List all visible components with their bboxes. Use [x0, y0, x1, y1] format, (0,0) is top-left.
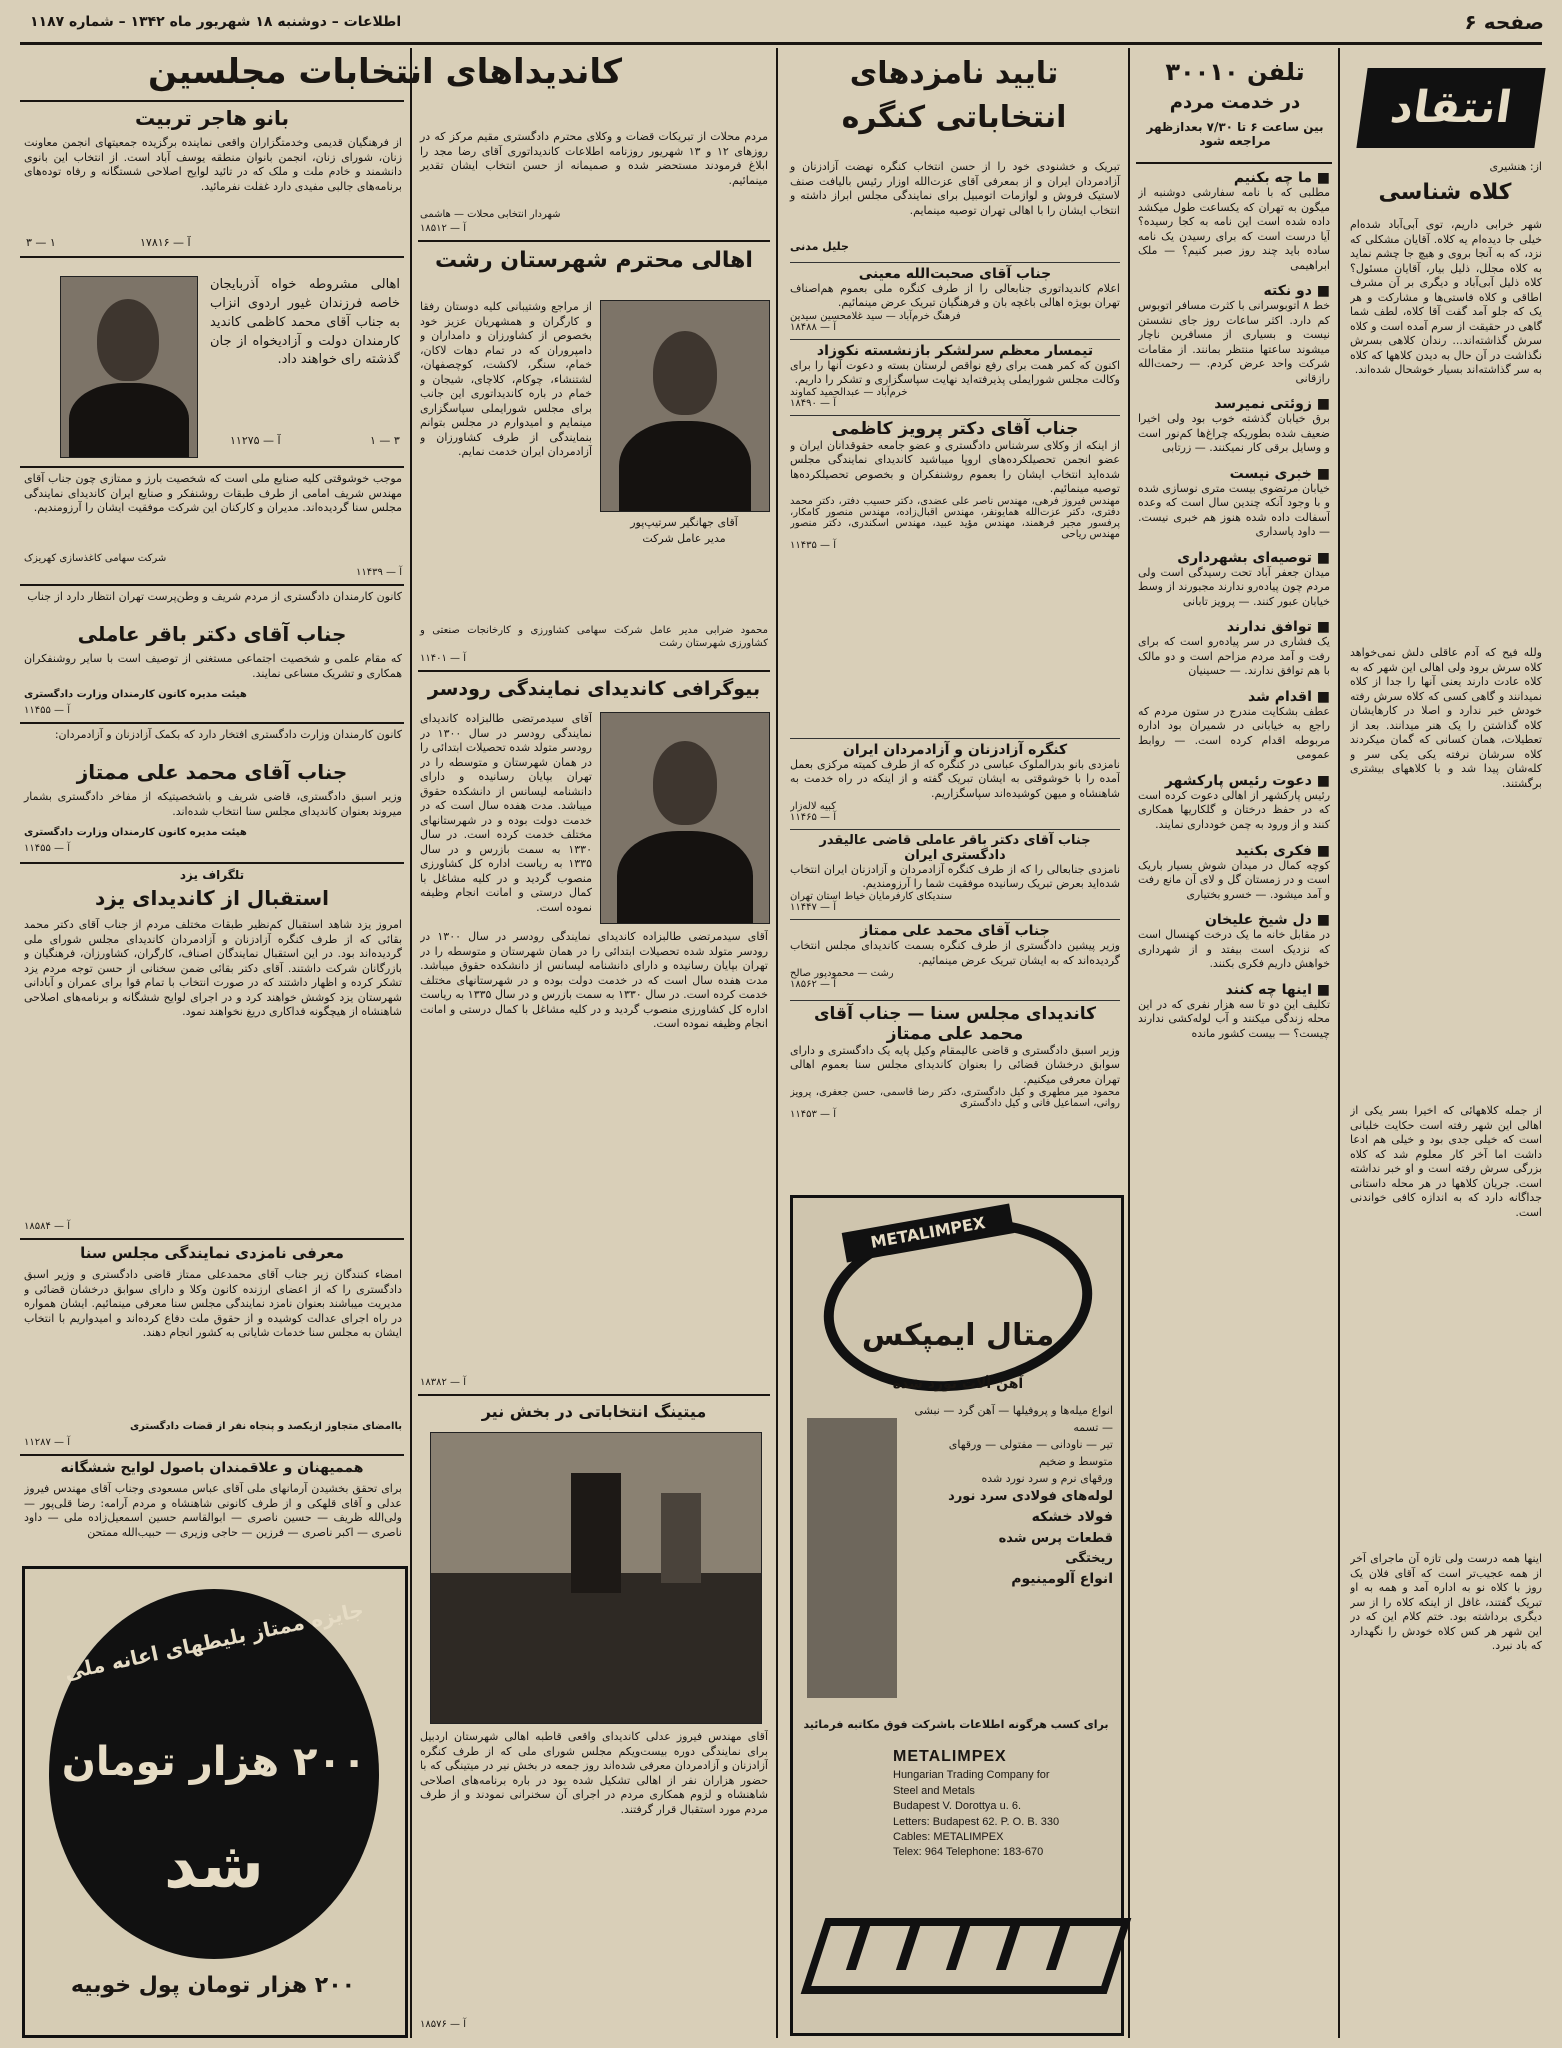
momtaz-body: وزیر اسبق دادگستری، قاضی شریف و باشخصیتیکه از مفاخر دادگستری بشمار میروند بعنوان کاندیدای مجلس سنا انتخاب شده‌اند.	[24, 790, 402, 818]
ameli-title: جناب آقای دکتر باقر عاملی	[77, 622, 347, 646]
metalimpex-stylized-logo	[813, 1888, 1103, 2008]
hajar-body: از فرهنگیان قدیمی وخدمتگزاران واقعی نماینده برگزیده جمعیتهای انجمن معاونت زنان، شورای زنان، انجمن بانوان منطقه یوسف آباد است. از انتخاب این بانوی دانشمند و خادم ملت و ملک که در تائید لوایح اصلاحی شستگانه و رفاه توده‌های برنامه‌های جالبی مفیدی دارد غفلت نفرمائید.	[24, 136, 402, 193]
hajar-title: بانو هاجر تربیت	[134, 106, 290, 130]
yazd-ref: آ — ۱۸۵۸۴	[24, 1221, 70, 1232]
roudsar-candidate-photo	[600, 712, 770, 924]
rule	[418, 1394, 770, 1396]
roudsar-body-b: آقای سیدمرتضی طالبزاده کاندیدای نمایندگی رودسر در سال ۱۳۰۰ در رودسر متولد شده تحصیلات ابتدائی را در همان شهرستان و متوسطه را در تهران بپایان رسانیده و دارای دانشنامه لیسانس از دانشکده حقوق میباشد. مدت هفده سال است که در خدمت دولت بوده و در شهرستانهای مختلف خدمت کرده است. در سال ۱۳۳۰ به سمت بازرس و در سال ۱۳۳۵ به ریاست اداره کل کشاورزی منصوب گردید و در کلیه مشاغل با کمال درستی و امانت انجام وظیفه نموده است.	[420, 930, 768, 1031]
sidebar-item-title: دل شیخ علیخان	[1204, 912, 1312, 929]
column-rule	[410, 48, 412, 2038]
page-label: صفحه ۶	[1464, 10, 1544, 34]
issue-line: اطلاعات – دوشنبه ۱۸ شهریور ماه ۱۳۴۲ – شماره ۱۱۸۷	[30, 14, 402, 30]
sidebar-item: ■ زوئتی نمیرسد برق خیابان گذشته خوب بود ولی اخیرا ضعیف شده بطوریکه چراغ‌ها کم‌نور است و وسایل برقی کار نمیکنند. — زرتابی	[1138, 396, 1330, 455]
sidebar-item-body: میدان جعفر آباد تحت رسیدگی است ولی مردم چون پیاده‌رو ندارند مجبورند از وسط خیابان عبور کنند. — پرویز تابانی	[1138, 565, 1330, 608]
roudsar-ref: آ — ۱۸۳۸۲	[420, 1377, 466, 1388]
rule	[20, 862, 404, 864]
kazemi-photo	[60, 276, 198, 458]
sidebar-item-title: اقدام شد	[1248, 688, 1312, 705]
section-ref: آ — ۱۸۴۸۸	[790, 321, 836, 333]
critique-body-mid: ولله فیح که آدم عاقلی دلش نمی‌خواهد کلاه سرش برود ولی اهالی این شهر که به کلاه عادت دارند یعنی آنها را جدا از کلاه نمیدانند و گاهی کسی که کلاه سرش رفته خودش خبر ندارد و اصلا در کارهایشان کلاه گذاشتن را یک هنر میدانند. بعد از تعطیلات، همان کسانی که گمان میکردند کلاه سرشان نرفته یکی یکی سر و کله‌شان پیدا شد و با کلاههای بیشتری برگشتند.	[1350, 646, 1542, 790]
company-name: METALIMPEX	[893, 1748, 1007, 1765]
hajar-ref: آ — ۱۷۸۱۶	[140, 236, 191, 249]
kazemi-ref-b: ۳ — ۱	[370, 434, 400, 447]
rasht-candidate-photo	[600, 300, 770, 512]
section-ref: آ — ۱۱۴۴۷	[790, 902, 836, 914]
entegad-logo: انتقاد	[1356, 68, 1545, 148]
metalimpex-ad	[790, 1195, 1124, 2036]
sidebar-item-body: خط ۸ اتوبوسرانی با کثرت مسافر اتوبوس کم دارد. اکثر ساعات روز جای نشستن نیست و بسیاری از مسافرین ناچار میشوند ساعتها منتظر بمانند. از مقامات شرکت واحد عرض کردم. — رحمت‌الله رازقانی	[1138, 299, 1330, 385]
rasht-caption-1: آقای جهانگیر سرتیپ‌پور	[630, 516, 738, 529]
column-rule	[1128, 48, 1130, 2038]
rasht-sign: محمود ضرابی مدیر عامل شرکت سهامی کشاورزی و کارخانجات صنعتی و کشاورزی شهرستان رشت	[420, 625, 768, 650]
sidebar-item-title: خبری نیست	[1229, 465, 1312, 482]
column-rule	[1338, 48, 1340, 2038]
congress-title-2: انتخاباتی کنگره	[841, 100, 1067, 135]
section-title: کاندیدای مجلس سنا — جناب آقای محمد علی ممتاز	[813, 1004, 1097, 1044]
ameli-sign: هیئت مدیره کانون کارمندان وزارت دادگستری	[24, 689, 247, 700]
section-ref: آ — ۱۸۴۹۰	[790, 398, 836, 410]
congress-senate-box	[790, 1000, 1120, 1190]
section-title: جناب آقای دکتر پرویز کاظمی	[831, 419, 1079, 440]
left-main-title: کاندیداهای انتخابات مجلسین	[148, 52, 622, 92]
yazd-title: استقبال از کاندیدای یزد	[94, 886, 330, 910]
sidebar-rule	[1136, 162, 1332, 164]
meeting-ref: آ — ۱۸۵۷۶	[420, 2019, 466, 2030]
sidebar-item: ■ توصیه‌ای بشهرداری میدان جعفر آباد تحت رسیدگی است ولی مردم چون پیاده‌رو ندارند مجبورند از وسط خیابان عبور کنند. — پرویز تابانی	[1138, 549, 1330, 608]
building-graphic	[807, 1418, 897, 1698]
critique-body-bottom: اینها همه درست ولی تازه آن ماجرای آخر از همه عجیب‌تر است که آقای فلان یک روز با کلاه نو به اداره آمد و همه به او تبریک گفتند، غافل از اینکه کلاه را از سر دیگری برداشته بود. ختم کلام این که در این شهر هر کس کلاه خودش را نگهدارد که باد نبرد.	[1350, 1552, 1542, 1653]
section-ref: آ — ۱۱۴۶۵	[790, 811, 836, 823]
sidebar-item-body: رئیس پارکشهر از اهالی دعوت کرده است که در حفظ درختان و گلکاریها همکاری کنند و از ورود به چمن خودداری نمایند.	[1138, 788, 1330, 831]
rasht-caption-2: مدیر عامل شرکت	[642, 532, 726, 545]
metalimpex-badge: METALIMPEX	[842, 1203, 1015, 1262]
momtaz-ref: آ — ۱۱۴۵۵	[24, 843, 70, 854]
congress-intro: تبریک و خشنودی خود را از حسن انتخاب کنگره نهضت آزادزنان و آزادمردان ایران و از بمعرفی آقای عزت‌الله اوزار رئیس بالیافت صنف لاستیک فروش و لوازمات اتومبیل برای نمایندگی مجلس ابراز داشته و انتخاب ایشان را با اهالی تهران توصیه مینمایم.	[790, 160, 1120, 217]
sidebar-item: ■ اینها چه کنند تکلیف این دو تا سه هزار نفری که در این محله زندگی میکنند و آب لوله‌کشی ندارند چیست؟ — بیست کشور مانده	[1138, 981, 1330, 1040]
sidebar-item: ■ ما چه بکنیم مطلبی که با نامه سفارشی دوشنبه از میگون به تهران که یکساعت طول میکشد داده شده است این نامه به کجا رسیده؟ آیا درست است که برای رسیدن یک نامه ساده باید چند روز صبر کنیم؟ — ملک ابراهیمی	[1138, 170, 1330, 272]
section-sign: خرم‌آباد — عبدالحمید کماوند	[790, 387, 908, 399]
sidebar-item: ■ اقدام شد عطف بشکایت مندرج در ستون مردم که راجع به خیابانی در شمیران بود اداره مربوطه اقدام کرده است. — روابط عمومی	[1138, 688, 1330, 762]
rule	[20, 466, 404, 468]
meeting-crowd-photo	[430, 1432, 762, 1724]
company-desc: Hungarian Trading Company for	[893, 1769, 1050, 1782]
section-sign: سندیکای کارفرمایان خیاط استان تهران	[790, 891, 953, 903]
section-title: تیمسار معظم سرلشکر بازنشسته نکوزاد	[816, 342, 1094, 359]
kahrizak-ref: آ — ۱۱۴۳۹	[356, 567, 402, 578]
section-title: جناب آقای صحبت‌الله معینی	[858, 266, 1052, 282]
rule	[20, 1238, 404, 1240]
sidebar-item-title: اینها چه کنند	[1225, 981, 1312, 998]
section-body: نامزدی بانو بدرالملوک عباسی در کنگره که از طرف کمیته مرکزی بعمل آمده را با خوشوقتی به ایشان تبریک گفته و از اینکه در راه خدمت به شاهنشاه و میهن کوشیده‌اند سپاسگزاریم.	[790, 758, 1120, 800]
sidebar-item-title: توافق ندارند	[1226, 619, 1312, 636]
rule	[20, 584, 404, 586]
sidebar-item: ■ دعوت رئیس پارکشهر رئیس پارکشهر از اهالی دعوت کرده است که در حفظ درختان و گلکاریها همکاری کنند و از ورود به چمن خودداری نمایند.	[1138, 772, 1330, 831]
lottery-amount: ۲۰۰ هزار تومان	[61, 1739, 367, 1785]
congress-section	[790, 262, 1120, 333]
sidebar-item: ■ دو نکته خط ۸ اتوبوسرانی با کثرت مسافر اتوبوس کم دارد. اکثر ساعات روز جای نشستن نیست و بسیاری از مسافرین ناچار میشوند ساعتها منتظر بمانند. از مقامات شرکت واحد عرض کردم. — رحمت‌الله رازقانی	[1138, 283, 1330, 385]
company-cables: Cables: METALIMPEX	[893, 1830, 1004, 1843]
yazd-kicker: تلگراف یزد	[179, 868, 245, 882]
mahallat-intro: مردم محلات از تبریکات قضات و وکلای محترم دادگستری مقیم مرکز که در روزهای ۱۲ و ۱۳ شهریور روزنامه اطلاعات کاندیداتوری آقای رضا مجد را ابلاغ فرمودند مستحضر شده و صمیمانه از حسن انتخاب ایشان تقدیر مینمائیم.	[420, 130, 768, 187]
company-address: Budapest V. Dorottya u. 6.	[893, 1800, 1022, 1813]
sidebar-item: ■ خبری نیست خیابان مرتضوی بیست متری نوسازی شده و با وجود آنکه چندین سال است که وعده آسفالت داده شده هنوز هم خبری نیست. — داود پاسداری	[1138, 465, 1330, 539]
sidebar-item-body: یک فشاری در سر پیاده‌رو است که برای رفت و آمد مردم مزاحم است و دو مالک با هم توافق ندارند. — حسینیان	[1138, 635, 1330, 678]
kazemi-body: اهالی مشروطه خواه آذربایجان خاصه فرزندان غیور اردوی انزاب به جناب آقای محمد کاظمی کاندید کارمندان دولت و آزادیخواه از جان گذشته رای خواهند داد.	[210, 277, 400, 368]
sidebar-item-title: دعوت رئیس پارکشهر	[1164, 772, 1312, 789]
section-title: جناب آقای محمد علی ممتاز	[860, 923, 1050, 940]
rasht-body: از مراجع وشتیبانی کلیه دوستان رفقا و کارگران و همشهریان عزیز خود بخصوص از کشاورزان و دامداران و دامپروران که در تمام دهات لاکان، خمام، سنگر، لاکشت، کوچصفهان، لشتنشاء، چوکام، کلاچای، شیجان و خمام در باره کاندیداتوری این جانب برای مجلس شورایملی سپاسگزاری مینمایم و امیدوارم در مجلس بتوانم بنمایندگی از طرف کشاورزان و آزادمردان ایران خدمت نمایم.	[420, 300, 592, 459]
sidebar-item-body: خیابان مرتضوی بیست متری نوسازی شده و با وجود آنکه چندین سال است که وعده آسفالت داده شده هنوز هم خبری نیست. — داود پاسداری	[1138, 481, 1330, 539]
sidebar-list	[1138, 170, 1330, 2030]
congress-sections	[790, 262, 1120, 732]
sidebar-item-body: در مقابل خانه ما یک درخت کهنسال است که نزدیک است بیفتد و از شهرداری خواهش داریم فکری بکنند.	[1138, 928, 1330, 971]
sidebar-item-title: ما چه بکنیم	[1233, 170, 1312, 186]
section-body: وزیر اسبق دادگستری و قاضی عالیمقام وکیل پایه یک دادگستری و دارای سوابق درخشان قضائی را بعنوان کاندیدای مجلس سنا بعموم اهالی تهران معرفی میکنیم.	[790, 1044, 1120, 1086]
rule	[20, 1454, 404, 1456]
meeting-body: آقای مهندس فیروز عدلی کاندیدای واقعی قاطبه اهالی شهرستان اردبیل برای نمایندگی دوره بیست‌ویکم مجلس شورای ملی که از طرف کنگره آزادزنان و آزادمردان معرفی شده‌اند روز جمعه در بخش نیر در میتینگی که با حضور هزاران نفر از اهالی تشکیل شده بود در باره برنامه‌های اصلاحی شاهنشاه و لزوم همکاری مردم در اجرای آن سخنرانی نمودند و از طرف مردم مورد استقبال قرار گرفتند.	[420, 1730, 768, 1816]
congress-section	[790, 919, 1120, 990]
section-body: نامزدی جنابعالی را که از طرف کنگره آزادمردان و آزادزنان ایران انتخاب شده‌اید بعرض تبریک رسانیده موفقیت شما را آرزومندیم.	[790, 862, 1120, 891]
sidebar-item-title: زوئتی نمیرسد	[1214, 396, 1312, 413]
product-line: ورقهای نرم و سرد نورد شده	[981, 1472, 1113, 1486]
sidebar-item: ■ فکری بکنید کوچه کمال در میدان شوش بسیار باریک است و در زمستان گل و لای آن مانع رفت و آمد میشود. — خسرو بختیاری	[1138, 842, 1330, 901]
product-line: قطعات پرس شده	[998, 1531, 1113, 1547]
congress-section	[790, 415, 1120, 551]
product-line: ریختگی	[1065, 1551, 1113, 1567]
section-sign: کبیه لاله‌زار	[790, 800, 836, 812]
kahrizak-body: موجب خوشوقتی کلیه صنایع ملی است که شخصیت بارز و ممتازی چون جناب آقای مهندس شریف امامی از طرف طبقات روشنفکر و صنایع ایران کاندیدای نمایندگی مجلس سنا گردیده‌اند. مدیران و کارکنان این شرکت موفقیت ایشان را آرزومندیم.	[24, 472, 402, 515]
momtaz-title: جناب آقای محمد علی ممتاز	[76, 760, 348, 784]
sidebar-item-body: کوچه کمال در میدان شوش بسیار باریک است و در زمستان گل و لای آن مانع رفت و آمد میشود. — خسرو بختیاری	[1138, 858, 1330, 901]
rasht-title: اهالی محترم شهرستان رشت	[435, 248, 753, 273]
congress-section	[790, 829, 1120, 914]
phone-title: تلفن ۳۰۰۱۰	[1165, 58, 1305, 86]
company-telex: Telex: 964 Telephone: 183-670	[893, 1846, 1044, 1859]
sidebar-item-body: برق خیابان گذشته خوب بود ولی اخیرا ضعیف شده بطوریکه چراغ‌ها کم‌نور است و وسایل برقی کار نمیکنند. — زرتابی	[1138, 412, 1330, 455]
momtaz-intro: کانون کارمندان وزارت دادگستری افتخار دارد که بکمک آزادزنان و آزادمردان:	[54, 728, 402, 741]
congress-section	[790, 738, 1120, 823]
header-rule	[20, 42, 1542, 45]
ameli-intro: کانون کارمندان دادگستری از مردم شریف و وطن‌پرست تهران انتظار دارد از جناب	[27, 590, 402, 603]
rule	[20, 722, 404, 724]
lottery-ad	[22, 1566, 408, 2038]
hajar-ref-b: ۱ — ۳	[26, 236, 56, 249]
section-ref: آ — ۱۱۴۳۵	[790, 540, 836, 552]
yazd-body: امروز یزد شاهد استقبال کم‌نظیر طبقات مختلف مردم از جناب آقای دکتر محمد بقائی که از طرف کنگره آزادزنان و آزادمردان کاندیدای مجلس شورای ملی گردیده‌اند بود. در این استقبال نمایندگان اصناف، کارگران، کشاورزان، فرهنگیان و بازرگانان شرکت داشتند. آقای دکتر بقائی ضمن سخنانی از حسن توجه مردم یزد تشکر کرده و اظهار داشتند که در صورت انتخاب با تمام قوا برای عمران و آبادانی شهرستان یزد کوشش خواهند کرد و در اجرای لوایح ششگانه و برنامه‌های اصلاحی شاهنشاه از هیچگونه فداکاری دریغ نخواهند نمود.	[24, 918, 402, 1019]
product-line: لوله‌های فولادی سرد نورد	[948, 1489, 1113, 1505]
mahallat-ref: آ — ۱۸۵۱۲	[420, 223, 466, 234]
kahrizak-sign: شرکت سهامی کاغذسازی کهریزک	[24, 553, 167, 564]
metalimpex-footer-fa: برای کسب هرگونه اطلاعات باشرکت فوق مکاتبه فرمائید	[803, 1718, 1109, 1731]
section-sign: رشت — محمودپور صالح	[790, 968, 894, 980]
momtaz-sign: هیئت مدیره کانون کارمندان وزارت دادگستری	[24, 827, 247, 838]
sidebar-item-body: تکلیف این دو تا سه هزار نفری که در این محله زندگی میکنند و آب لوله‌کشی ندارند چیست؟ — بیست کشور مانده	[1138, 997, 1330, 1040]
critique-body-low: از جمله کلاههائی که اخیرا بسر یکی از اهالی این شهر رفته است حکایت خلبانی است که خیلی جدی بود و خیلی هم ادعا داشت اما آخر کار معلوم شد که کلاه بزرگی سرش رفته است و او خبر نداشته است. جریان کلاهها در هر محله داستانی جداگانه دارد که به اندازه کافی خواندنی است.	[1350, 1104, 1542, 1219]
section-ref: آ — ۱۱۴۵۳	[790, 1108, 836, 1120]
critique-title: کلاه شناسی	[1378, 180, 1512, 205]
mahallat-sign: شهردار انتخابی محلات — هاشمی	[420, 209, 561, 220]
sidebar-item-title: دو نکته	[1263, 283, 1312, 300]
congress-intro-sign: جلیل مدنی	[790, 240, 849, 253]
roudsar-title: بیوگرافی کاندیدای نمایندگی رودسر	[427, 678, 761, 700]
section-sign: مهندس فیروز فرهی، مهندس ناصر علی عضدی، دکتر حسیب دفتر، دکتر محمد دفتری، دکتر عزت‌الله همایونفر، مهندس اقبال‌زاده، مهندس منصور کامکار، پرفسور مجیر فرهمند، مهندس مؤید عبید، مهندس اسکندری، دکتر منصور مهندس ریاحی	[790, 496, 1120, 541]
compatriots-title: هممیهنان و علاقمندان باصول لوایح ششگانه	[60, 1460, 364, 1476]
company-letters: Letters: Budapest 62. P. O. B. 330	[893, 1815, 1060, 1828]
rule	[20, 256, 404, 258]
section-body: اکنون که کمر همت برای رفع نواقص لرستان بسته و دعوت آنها را برای وکالت مجلس شورایملی پذیرفته‌اید نهایت سپاسگزاری و تشکر را داریم.	[790, 358, 1120, 386]
section-ref: آ — ۱۸۵۶۲	[790, 979, 836, 991]
metalimpex-fa: متال ایمپکس	[861, 1318, 1055, 1353]
section-sign: فرهنگ خرم‌آباد — سید غلامحسین سیدین	[790, 310, 961, 322]
section-body: اعلام کاندیداتوری جنابعالی را از طرف کنگره ملی بعموم هم‌اصناف تهران بویژه اهالی باغچه بان و فرهنگیان تبریک عرض مینمائیم.	[790, 282, 1120, 310]
metalimpex-subtitle: آهن آلات نورد شده	[892, 1376, 1024, 1392]
section-body: وزیر پیشین دادگستری از طرف کنگره بسمت کاندیدای مجلس انتخاب گردیده‌اند که به ایشان تبریک عرض مینمائیم.	[790, 939, 1120, 967]
ameli-ref: آ — ۱۱۴۵۵	[24, 705, 70, 716]
sidebar-item-title: توصیه‌ای بشهرداری	[1177, 549, 1312, 566]
meeting-title: میتینگ انتخاباتی در بخش نیر	[481, 1402, 707, 1421]
sidebar-item: ■ توافق ندارند یک فشاری در سر پیاده‌رو است که برای رفت و آمد مردم مزاحم است و دو مالک با هم توافق ندارند. — حسینیان	[1138, 619, 1330, 678]
senate-ref: آ — ۱۱۲۸۷	[24, 1437, 70, 1448]
section-title: کنگره آزادزنان و آزادمردان ایران	[842, 742, 1068, 758]
section-body: از اینکه از وکلای سرشناس دادگستری و عضو جامعه حقوقدانان ایران و عضو انجمن تحصیلکرده‌های اروپا میباشید کاندیدای نمایندگی مجلس شده‌اید انتخاب ایشان را بعموم روشنفکران و بخصوص تحصیلکرده‌ها توصیه مینمائیم.	[790, 439, 1120, 496]
product-line: فولاد خشکه	[1031, 1509, 1113, 1526]
kazemi-ref: آ — ۱۱۲۷۵	[230, 434, 281, 447]
roudsar-body-a: آقای سیدمرتضی طالبزاده کاندیدای نمایندگی رودسر در سال ۱۳۰۰ در رودسر متولد شده تحصیلات ابتدائی را در همان شهرستان و متوسطه را در تهران بپایان رسانیده و دارای دانشنامه لیسانس از دانشکده حقوق میباشد. مدت هفده سال است که در خدمت دولت بوده و در شهرستانهای مختلف خدمت کرده است. در سال ۱۳۳۰ به سمت بازرس و در سال ۱۳۳۵ به ریاست اداره کل کشاورزی منصوب گردید و در کلیه مشاغل با کمال درستی و امانت انجام وظیفه نموده است.	[420, 712, 592, 914]
compatriots-body: برای تحقق بخشیدن آرمانهای ملی آقای عباس مسعودی وجناب آقای مهندس فیروز عدلی و آقای قلهکی و از طرف کانونی شاهنشاه و مردم آرامه: رضا قلی‌پور — ولی‌الله ظریف — حسین ناصری — ابوالقاسم حسین اسمعیل‌زاده ملی — داود ناصری — اکبر ناصری — فرزین — حاجی وزیری — حبیب‌الله ممتحن	[24, 1482, 402, 1539]
author-line: از: هنشیری	[1489, 160, 1542, 173]
ameli-body: که مقام علمی و شخصیت اجتماعی مستغنی از توصیف است با سایر روشنفکران همکاری و تشریک مساعی نمایند.	[24, 652, 402, 680]
lottery-headline: جایزه ممتاز بلیطهای اعانه ملی	[62, 1597, 366, 1685]
congress-section	[790, 339, 1120, 410]
section-sign: محمود میر مطهری و کیل دادگستری، دکتر رضا قاسمی، حسن جعفری، پرویز روانی، اسماعیل فانی و کیل دادگستری	[790, 1086, 1120, 1109]
product-line: انواع آلومینیوم	[1011, 1571, 1113, 1588]
rule	[20, 100, 404, 102]
senate-body: امضاء کنندگان زیر جناب آقای محمدعلی ممتاز قاضی دادگستری و وزیر اسبق دادگستری را که از اعضای ارزنده کانون وکلا و دارای سوابق درخشان قضائی و مدیریت میباشند بعنوان نامزد نمایندگی مجلس سنا معرفی مینمائیم. ایشان همواره در راه اجرای عدالت کوشیده و از حقوق ملت دفاع کرده‌اند و امیدواریم با انتخاب ایشان به مجلس سنا خدمات شایانی به کشور انجام دهند.	[24, 1268, 402, 1340]
rule	[418, 240, 770, 242]
critique-body-top: شهر خرابی داریم، توی آبی‌آباد شده‌ام خیلی جا دیده‌ام یه کلاه. آقایان مشکلی که نزد، که به آنجا بروی و هیچ جا چشم نماید به کلاه مجلل، ذلیل بیار، آقایان مسئول؟ کلاه ذلیل آبی‌آباد و دیگری بر آن مشرف اطاقی و کلاه فاستی‌ها و مشارکت و هر یک که جلو آمد گفت آقا کلاه، لطف شما گاهی در حقیقت از سرم آمده است و کلاه سرش گذاشته‌اند... رندان کلاهی بسرش نگذاشت در آن حال به دیدن کلاهها که کلاه به سر گذاشته‌اند بسیار خوشحال شده‌اند.	[1350, 218, 1542, 377]
lottery-footer: ۲۰۰ هزار تومان پول خوبیه	[70, 1973, 356, 1998]
sidebar-item-body: مطلبی که با نامه سفارشی دوشنبه از میگون به تهران که یکساعت طول میکشد داده شده است این نامه به کجا رسیده؟ آیا درست است که برای رسیدن یک نامه ساده باید چند روز صبر کنیم؟ — ملک ابراهیمی	[1138, 186, 1330, 272]
rasht-ref: آ — ۱۱۴۰۱	[420, 653, 466, 664]
lottery-circle	[49, 1589, 379, 1959]
rule	[418, 670, 770, 672]
section-title: جناب آقای دکتر باقر عاملی قاضی عالیقدر دادگستری ایران	[819, 832, 1091, 863]
congress-section	[790, 1000, 1120, 1120]
company-desc: Steel and Metals	[893, 1784, 975, 1797]
sidebar-item-body: عطف بشکایت مندرج در ستون مردم که راجع به خیابانی در شمیران بود اداره مربوطه اقدام کرده است. — روابط عمومی	[1138, 704, 1330, 762]
column-rule	[776, 48, 778, 2038]
sidebar-item: ■ دل شیخ علیخان در مقابل خانه ما یک درخت کهنسال است که نزدیک است بیفتد و از شهرداری خواهش داریم فکری بکنند.	[1138, 912, 1330, 971]
product-line: تیر — ناودانی — مفتولی — ورقهای متوسط و ضخیم	[948, 1438, 1113, 1469]
sidebar-item-title: فکری بکنید	[1235, 842, 1312, 859]
product-list	[913, 1402, 1113, 1591]
metalimpex-contact	[893, 1746, 1103, 1861]
senate-title: معرفی نامزدی نمایندگی مجلس سنا	[80, 1244, 344, 1262]
product-line: انواع میله‌ها و پروفیلها — آهن گرد — نبشی — تسمه	[914, 1404, 1113, 1435]
phone-subtitle: در خدمت مردم	[1169, 92, 1301, 113]
lottery-verb: شد	[164, 1829, 264, 1903]
phone-hours: بین ساعت ۶ تا ۷/۳۰ بعدازظهر مراجعه شود	[1146, 120, 1324, 148]
senate-sign: باامضای متجاوز ازیکصد و پنجاه نفر از قضات دادگستری	[130, 1421, 402, 1432]
congress-title-1: تایید نامزدهای	[849, 56, 1059, 91]
